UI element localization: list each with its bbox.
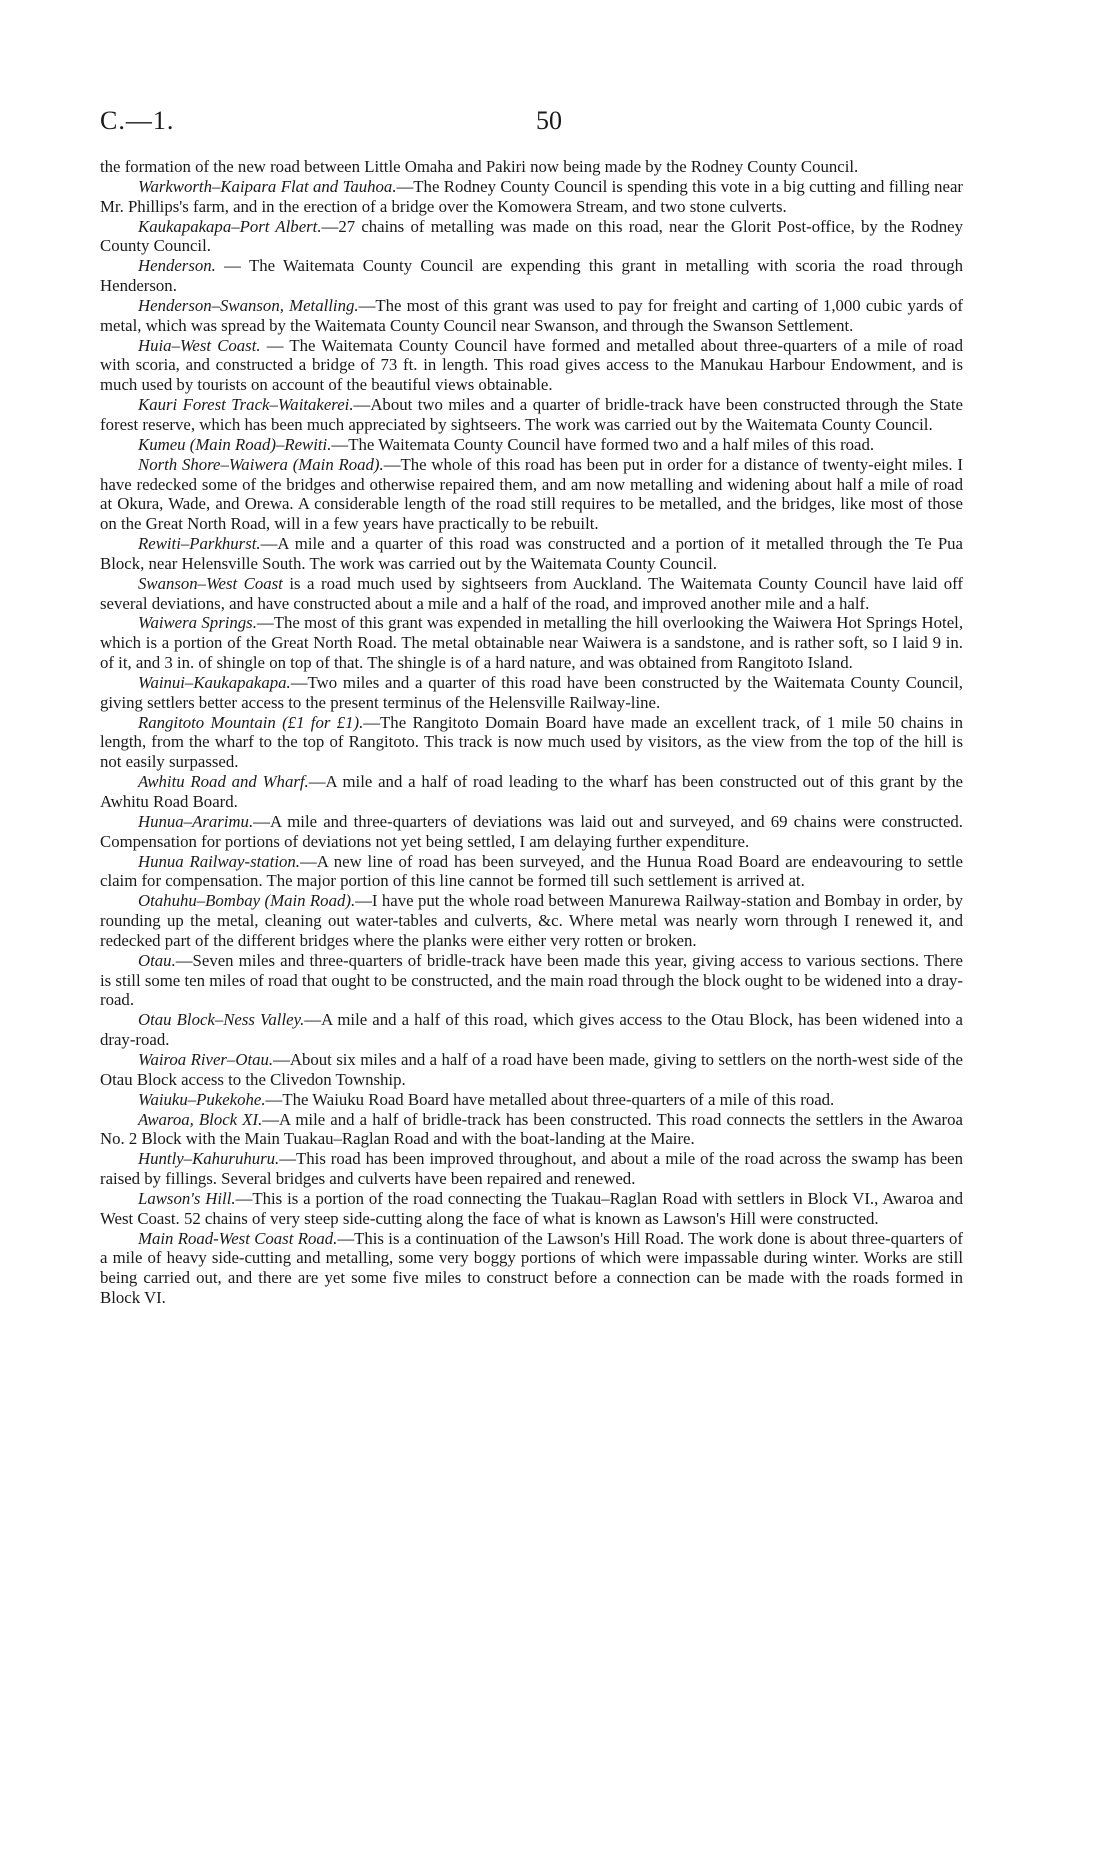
page-number: 50 [536, 106, 562, 135]
paragraph-text: —The Rodney County Council is spending this vote in a big cutting and filling near Mr. Phillips's farm, and in the erection of a bridge over the Komowera Stream, and two stone culverts. [100, 176, 963, 216]
paragraph-heading: Main Road-West Coast Road. [138, 1228, 338, 1248]
paragraph-text: —The whole of this road has been put in order for a distance of twenty-eight miles. I have redecked some of the bridges and otherwise repaired them, and am now metalling and widening about half a mile of road at Okura, Wade, and Orewa. A considerable length of the road still requires to be metalled, and the bridges, like most of those on the Great North Road, will in a few years have practically to be rebuilt. [100, 454, 963, 534]
paragraph [100, 1189, 963, 1229]
paragraph-text: —A mile and a half of road leading to the wharf has been constructed out of this grant by the Awhitu Road Board. [100, 772, 963, 811]
paragraph-text: —A mile and three-quarters of deviations was laid out and surveyed, and 69 chains were constructed. Compensation for portions of deviations not yet being settled, I am delaying further expenditure. [100, 811, 963, 851]
paragraph [100, 1229, 963, 1308]
paragraph-text: —I have put the whole road between Manurewa Railway-station and Bombay in order, by rounding up the metal, cleaning out water-tables and culverts, &c. Where metal was nearly worn through I renewed it, and redecked part of the different bridges where the planks were either very rotten or broken. [100, 891, 963, 950]
paragraph-text: —27 chains of metalling was made on this road, near the Glorit Post-office, by the Rodney County Council. [100, 216, 963, 256]
paragraph [100, 673, 963, 713]
paragraph-heading: Lawson's Hill. [138, 1188, 236, 1208]
paragraph [100, 713, 963, 773]
paragraph [100, 217, 963, 257]
paragraph-heading: Otahuhu–Bombay (Main Road). [138, 891, 356, 911]
paragraph-heading: Waiuku–Pukekohe. [138, 1089, 266, 1109]
paragraph [100, 1110, 963, 1150]
paragraph-heading: Henderson–Swanson, Metalling. [138, 295, 359, 315]
paragraph [100, 395, 963, 435]
paragraph-text: —A new line of road has been surveyed, and the Hunua Road Board are endeavouring to settle claim for compensation. The major portion of this line cannot be formed till such settlement is arrived at. [100, 851, 963, 891]
opening-paragraph: the formation of the new road between Little Omaha and Pakiri now being made by the Rodney County Council. [100, 157, 859, 176]
paragraph [100, 812, 963, 852]
paragraph-text: —The Waitemata County Council have formed two and a half miles of this road. [331, 434, 875, 454]
paragraph-heading: Hunua–Ararimu. [138, 811, 254, 831]
paragraph-heading: North Shore–Waiwera (Main Road). [138, 454, 384, 474]
paragraph-text: —This is a continuation of the Lawson's Hill Road. The work done is about three-quarters of a mile of heavy side-cutting and metalling, some very boggy portions of which were impassable during winter. Works are still being carried out, and there are yet some five miles to construct before a connection can be made with the roads formed in Block VI. [100, 1228, 963, 1308]
paragraph [100, 1010, 963, 1050]
paragraph [100, 435, 963, 455]
paragraph-heading: Wairoa River–Otau. [138, 1049, 274, 1069]
paragraph [100, 296, 963, 336]
paragraph [100, 336, 963, 396]
paragraph-text: —About six miles and a half of a road have been made, giving to settlers on the north-west side of the Otau Block access to the Clivedon Township. [100, 1049, 963, 1089]
paragraph-heading: Huia–West Coast. [138, 335, 261, 355]
paragraph-heading: Warkworth–Kaipara Flat and Tauhoa. [138, 176, 397, 196]
paragraph [100, 852, 963, 892]
paragraph-text: —The Rangitoto Domain Board have made an excellent track, of 1 mile 50 chains in length, from the wharf to the top of Rangitoto. This track is now much used by visitors, as the view from the top of the hill is not easily surpassed. [100, 712, 963, 772]
paragraph [100, 1050, 963, 1090]
paragraph-heading: Otau. [138, 950, 176, 970]
paragraph-text: —The Waiuku Road Board have metalled about three-quarters of a mile of this road. [265, 1089, 835, 1109]
paragraph-heading: Otau Block–Ness Valley. [138, 1010, 305, 1030]
paragraph-heading: Awaroa, Block XI. [138, 1109, 263, 1129]
paragraph-text: —A mile and a quarter of this road was constructed and a portion of it metalled through the Te Pua Block, near Helensville South. The work was carried out by the Waitemata County Council. [100, 534, 963, 573]
page-header [100, 106, 1014, 142]
paragraph [100, 177, 963, 217]
paragraph-text: — The Waitemata County Council have formed and metalled about three-quarters of a mile of road with scoria, and constructed a bridge of 73 ft. in length. This road gives access to the Manukau Harbour Endowment, and is much used by tourists on account of the beautiful views obtainable. [100, 335, 963, 395]
paragraph [100, 772, 963, 812]
paragraph-text: —Seven miles and three-quarters of bridle-track have been made this year, giving access to various sections. There is still some ten miles of road that ought to be constructed, and the main road through the block ought to be widened into a dray-road. [100, 950, 963, 1010]
paragraph-heading: Wainui–Kaukapakapa. [138, 672, 291, 692]
paragraph-text: —A mile and a half of this road, which gives access to the Otau Block, has been widened into a dray-road. [100, 1010, 963, 1050]
paragraph [100, 534, 963, 574]
document-reference: C.—1. [100, 106, 175, 135]
paragraph-heading: Kauri Forest Track–Waitakerei. [138, 395, 354, 415]
body-text [100, 157, 963, 1308]
paragraph-text: —The most of this grant was used to pay for freight and carting of 1,000 cubic yards of metal, which was spread by the Waitemata County Council near Swanson, and through the Swanson Settlement. [100, 295, 963, 335]
paragraph [100, 613, 963, 673]
paragraph-heading: Kumeu (Main Road)–Rewiti. [138, 434, 332, 454]
paragraph-text: —A mile and a half of bridle-track has been constructed. This road connects the settlers in the Awaroa No. 2 Block with the Main Tuakau–Raglan Road and with the boat-landing at the Maire. [100, 1109, 963, 1149]
paragraph-text: —About two miles and a quarter of bridle-track have been constructed through the State forest reserve, which has been much appreciated by sightseers. The work was carried out by the Waitemata County Council. [100, 395, 963, 434]
paragraph-heading: Rangitoto Mountain (£1 for £1). [138, 712, 364, 732]
paragraph-text: is a road much used by sightseers from Auckland. The Waitemata County Council have laid off several deviations, and have constructed about a mile and a half of the road, and improved another mile and a half. [100, 573, 963, 613]
paragraph-text: — The Waitemata County Council are expending this grant in metalling with scoria the road through Henderson. [100, 256, 963, 296]
paragraph-heading: Kaukapakapa–Port Albert. [138, 216, 322, 236]
paragraph-heading: Henderson. [138, 256, 216, 276]
paragraph-text: —The most of this grant was expended in metalling the hill overlooking the Waiwera Hot Springs Hotel, which is a portion of the Great North Road. The metal obtainable near Waiwera is a sandstone, and is rather soft, so I laid 9 in. of it, and 3 in. of shingle on top of that. The shingle is of a hard nature, and was obtained from Rangitoto Island. [100, 613, 964, 673]
paragraph [100, 951, 963, 1011]
paragraph [100, 574, 963, 614]
paragraph-heading: Rewiti–Parkhurst. [138, 534, 261, 554]
paragraph-heading: Awhitu Road and Wharf. [138, 772, 309, 792]
paragraph [100, 1090, 963, 1110]
paragraph-text: —This road has been improved throughout, and about a mile of the road across the swamp has been raised by fillings. Several bridges and culverts have been repaired and renewed. [100, 1149, 963, 1189]
paragraph-heading: Hunua Railway-station. [138, 851, 300, 871]
paragraph-text: —Two miles and a quarter of this road have been constructed by the Waitemata County Council, giving settlers better access to the present terminus of the Helensville Railway-line. [100, 672, 963, 712]
paragraph-heading: Waiwera Springs. [138, 613, 257, 633]
paragraph [100, 455, 963, 534]
paragraph [100, 891, 963, 951]
paragraph-list [100, 177, 963, 1308]
paragraph-heading: Swanson–West Coast [138, 573, 283, 593]
paragraph-heading: Huntly–Kahuruhuru. [138, 1149, 280, 1169]
paragraph [100, 256, 963, 296]
paragraph [100, 1149, 963, 1189]
paragraph-text: —This is a portion of the road connecting the Tuakau–Raglan Road with settlers in Block VI., Awaroa and West Coast. 52 chains of very steep side-cutting along the face of what is known as Lawson's Hill were constructed. [100, 1188, 963, 1228]
